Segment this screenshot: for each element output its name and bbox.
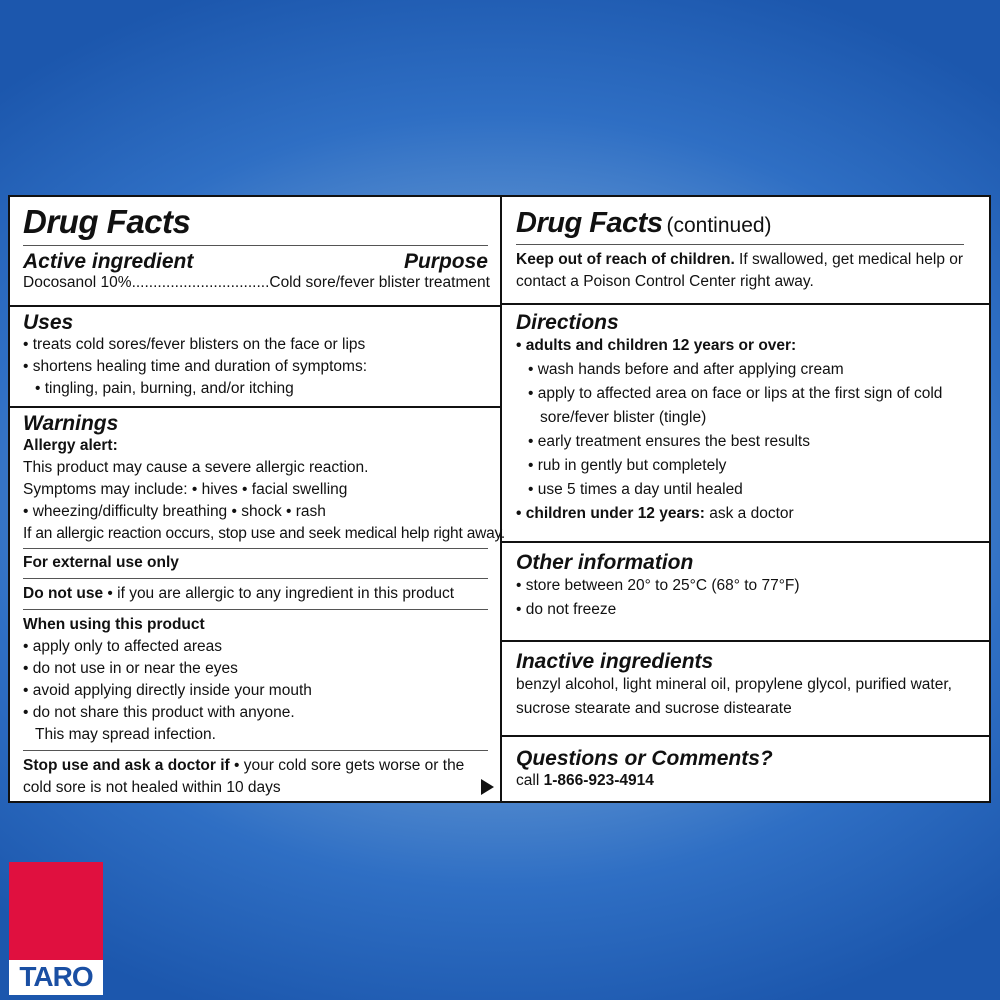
stop-use-text: • your cold sore gets worse or the	[229, 757, 465, 775]
inactive-line: benzyl alcohol, light mineral oil, propylene glycol, purified water,	[516, 676, 952, 694]
other-info-item: • do not freeze	[516, 601, 617, 619]
keep-out-line2: contact a Poison Control Center right away.	[516, 273, 814, 290]
other-info-item: • store between 20° to 25°C (68° to 77°F)	[516, 577, 800, 595]
inactive-line: sucrose stearate and sucrose distearate	[516, 700, 792, 718]
direction-item: • wash hands before and after applying cream	[528, 361, 844, 379]
children-text: ask a doctor	[704, 505, 794, 523]
header-section	[10, 205, 500, 293]
when-using-cont: This may spread infection.	[35, 726, 216, 744]
call-prefix: call	[516, 772, 544, 790]
allergy-line: If an allergic reaction occurs, stop use and seek medical help right away.	[23, 523, 488, 549]
stop-use-label: Stop use and ask a doctor if	[23, 757, 230, 775]
questions-heading: Questions or Comments?	[516, 747, 773, 770]
allergy-alert-label: Allergy alert:	[23, 437, 118, 455]
logo-text: TARO	[19, 961, 93, 992]
stop-use-line2: cold sore is not healed within 10 days	[23, 779, 281, 797]
active-ingredient-heading: Active ingredient	[23, 250, 194, 273]
external-use-label: For external use only	[23, 549, 488, 579]
inactive-heading: Inactive ingredients	[516, 650, 714, 673]
uses-item: • treats cold sores/fever blisters on the face or lips	[23, 336, 366, 354]
right-header-section	[502, 209, 991, 293]
when-using-item: • apply only to affected areas	[23, 638, 223, 656]
warnings-heading: Warnings	[23, 412, 119, 435]
other-info-heading: Other information	[516, 551, 694, 574]
keep-out-label: Keep out of reach of children.	[516, 251, 735, 268]
do-not-use-text: • if you are allergic to any ingredient in this product	[103, 585, 455, 603]
direction-item: • rub in gently but completely	[528, 457, 727, 475]
when-using-item: • do not share this product with anyone.	[23, 704, 295, 722]
warnings-section	[10, 406, 506, 799]
uses-subitem: • tingling, pain, burning, and/or itching	[35, 380, 294, 398]
when-using-item: • avoid applying directly inside your mouth	[23, 682, 312, 700]
directions-heading: Directions	[516, 311, 619, 334]
allergy-line: • wheezing/difficulty breathing • shock • rash	[23, 503, 326, 521]
directions-section	[502, 303, 991, 526]
continued-title-row	[516, 209, 978, 238]
questions-section	[502, 735, 991, 792]
allergy-line: Symptoms may include: • hives • facial swelling	[23, 481, 348, 499]
uses-section	[10, 305, 500, 400]
adults-label: • adults and children 12 years or over:	[516, 337, 797, 355]
uses-item: • shortens healing time and duration of symptoms:	[23, 358, 368, 376]
stop-use-line	[23, 755, 488, 777]
inactive-section	[502, 640, 991, 721]
phone-number: 1-866-923-4914	[543, 772, 654, 790]
keep-out-text: If swallowed, get medical help or	[734, 251, 964, 268]
title-rule	[23, 245, 488, 246]
call-line	[516, 770, 978, 792]
children-line	[516, 502, 978, 526]
direction-item: • apply to affected area on face or lips at the first sign of cold	[528, 385, 943, 403]
other-info-section	[502, 541, 991, 622]
do-not-use-line	[23, 579, 488, 610]
uses-heading: Uses	[23, 311, 74, 334]
drug-facts-title: Drug Facts	[23, 203, 191, 240]
continued-rule	[516, 244, 964, 245]
purpose-heading: Purpose	[403, 250, 488, 273]
stop-use-block	[23, 751, 488, 799]
left-column	[10, 197, 506, 801]
keep-out-line	[516, 249, 978, 271]
active-header-row	[23, 250, 488, 273]
continue-arrow-icon	[481, 779, 494, 795]
do-not-use-label: Do not use	[23, 585, 104, 603]
drug-facts-continued-title: Drug Facts	[516, 207, 663, 239]
logo-red-square	[9, 862, 103, 960]
direction-item: • use 5 times a day until healed	[528, 481, 743, 499]
when-using-block	[23, 610, 488, 751]
taro-logo	[9, 862, 103, 995]
children-label: • children under 12 years:	[516, 505, 705, 523]
when-using-label: When using this product	[23, 616, 205, 634]
active-ingredient-line: Docosanol 10%................................Cold sore/fever blister treatment	[23, 274, 490, 292]
direction-item: • early treatment ensures the best results	[528, 433, 810, 451]
direction-item-cont: sore/fever blister (tingle)	[540, 409, 707, 427]
when-using-item: • do not use in or near the eyes	[23, 660, 238, 678]
allergy-line: This product may cause a severe allergic reaction.	[23, 459, 369, 477]
continued-suffix: (continued)	[666, 214, 772, 237]
drug-facts-label	[8, 195, 991, 803]
right-column	[502, 197, 991, 801]
